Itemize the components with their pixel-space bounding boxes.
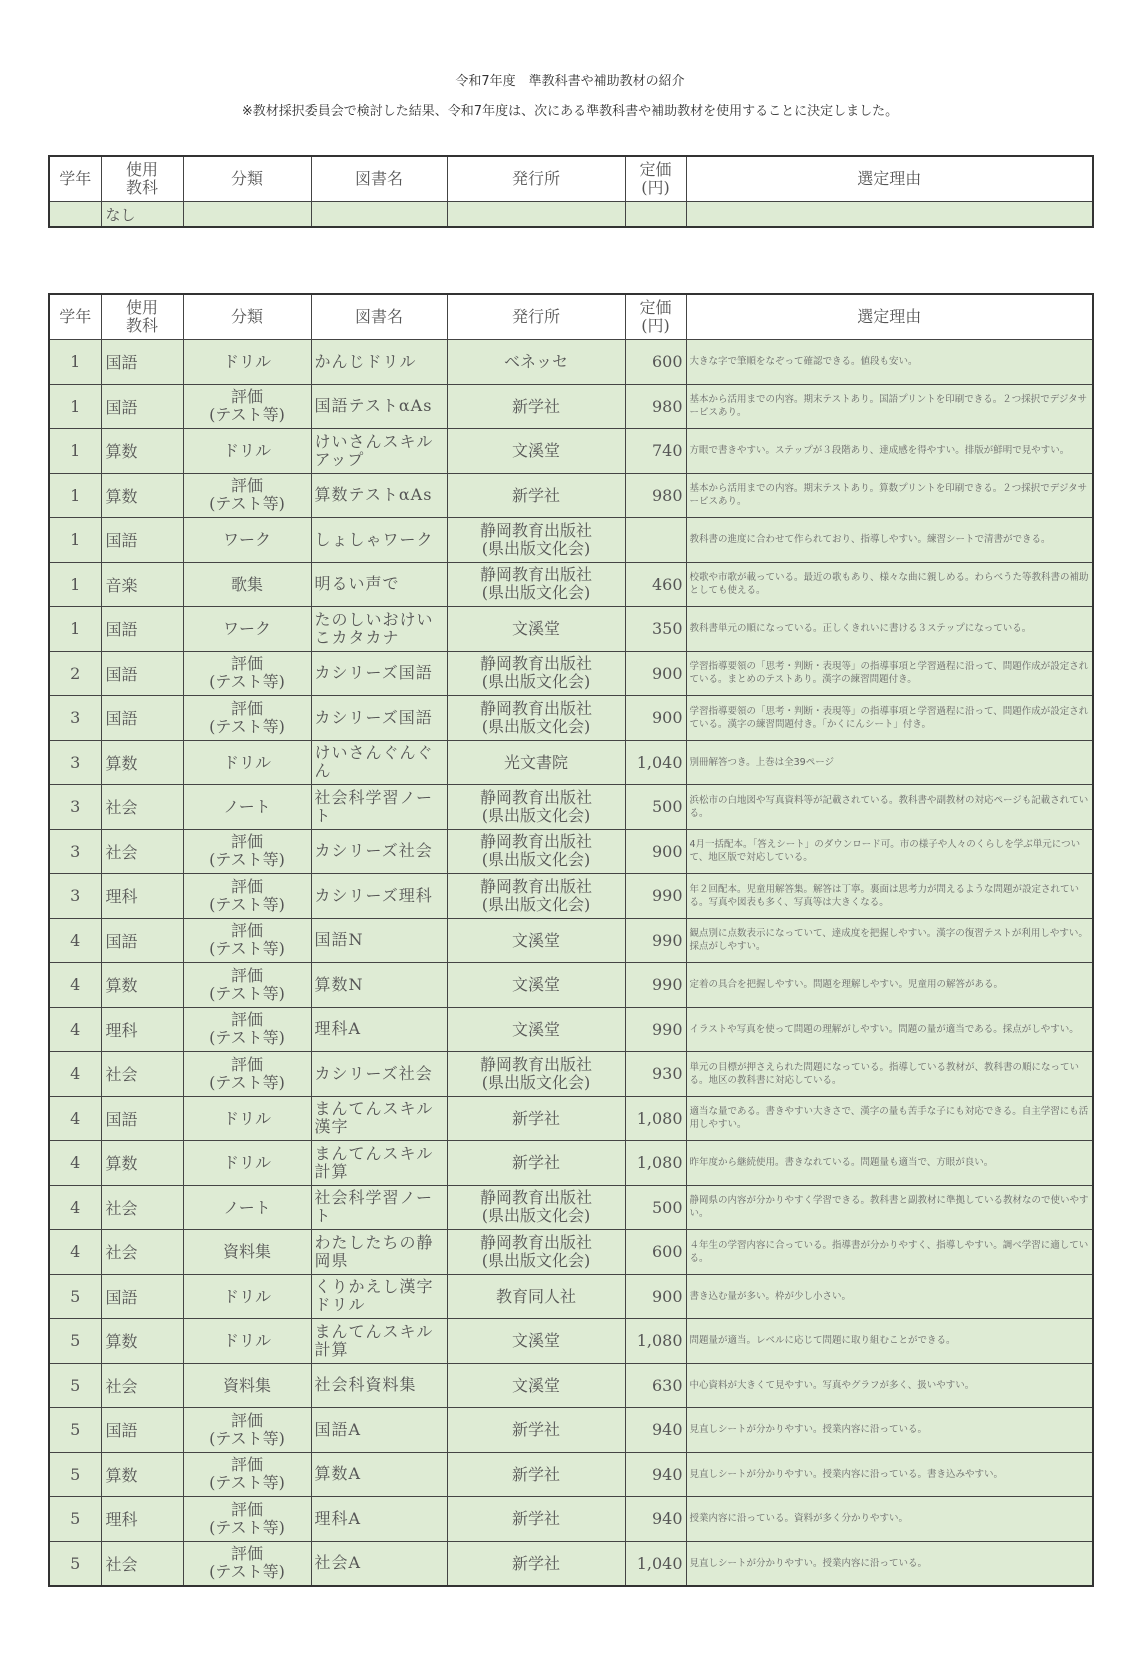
cell-category	[183, 202, 311, 228]
cell-publisher: 新学社	[447, 1096, 625, 1141]
table-row	[49, 1141, 1093, 1186]
cell-reason: 昨年度から継続使用。書きなれている。問題量も適当で、方眼が良い。	[686, 1141, 1093, 1186]
cell-subject: 国語	[101, 1274, 183, 1319]
table-row	[49, 874, 1093, 919]
cell-subject: 国語	[101, 696, 183, 741]
table-row	[49, 785, 1093, 830]
cell-category: ワーク	[183, 607, 311, 652]
cell-book-title: 算数N	[311, 963, 447, 1008]
header-category: 分類	[183, 156, 311, 202]
header-reason: 選定理由	[686, 156, 1093, 202]
cell-book-title: 社会科学習ノー ト	[311, 785, 447, 830]
header-subject: 使用 教科	[101, 294, 183, 340]
cell-subject: 社会	[101, 1541, 183, 1586]
table-body	[49, 202, 1093, 228]
cell-grade: 5	[49, 1497, 101, 1542]
cell-grade: 4	[49, 1007, 101, 1052]
cell-category: 歌集	[183, 562, 311, 607]
cell-reason: 問題量が適当。レベルに応じて問題に取り組むことができる。	[686, 1319, 1093, 1364]
cell-category: ドリル	[183, 1274, 311, 1319]
cell-price: 990	[625, 963, 686, 1008]
cell-publisher: 文溪堂	[447, 1363, 625, 1408]
cell-grade: 1	[49, 340, 101, 385]
cell-category: 評価 (テスト等)	[183, 963, 311, 1008]
table-header-row	[49, 156, 1093, 202]
cell-grade: 5	[49, 1319, 101, 1364]
cell-publisher: 静岡教育出版社 (県出版文化会)	[447, 696, 625, 741]
cell-subject: 理科	[101, 1497, 183, 1542]
cell-reason: 中心資料が大きくて見やすい。写真やグラフが多く、扱いやすい。	[686, 1363, 1093, 1408]
table-header-row	[49, 294, 1093, 340]
cell-subject: なし	[101, 202, 183, 228]
cell-book-title: 算数A	[311, 1452, 447, 1497]
cell-category: 評価 (テスト等)	[183, 1007, 311, 1052]
cell-price: 600	[625, 1230, 686, 1275]
cell-category: 評価 (テスト等)	[183, 874, 311, 919]
cell-subject: 国語	[101, 1096, 183, 1141]
cell-reason: 年２回配本。児童用解答集。解答は丁寧。裏面は思考力が問えるような問題が設定されている。写真や図表も多く、写真等は大きくなる。	[686, 874, 1093, 919]
table-row	[49, 1541, 1093, 1586]
cell-grade: 1	[49, 473, 101, 518]
cell-publisher: 文溪堂	[447, 607, 625, 652]
cell-price: 900	[625, 829, 686, 874]
cell-grade: 1	[49, 562, 101, 607]
cell-book-title: カシリーズ国語	[311, 696, 447, 741]
cell-grade: 3	[49, 829, 101, 874]
cell-publisher: 教育同人社	[447, 1274, 625, 1319]
cell-category: 評価 (テスト等)	[183, 696, 311, 741]
cell-category: 資料集	[183, 1230, 311, 1275]
cell-book-title: カシリーズ社会	[311, 1052, 447, 1097]
table-row	[49, 963, 1093, 1008]
cell-book-title: 算数テストαAs	[311, 473, 447, 518]
cell-subject: 国語	[101, 651, 183, 696]
cell-category: 評価 (テスト等)	[183, 1452, 311, 1497]
cell-book-title: けいさんスキル アップ	[311, 429, 447, 474]
cell-price: 990	[625, 1007, 686, 1052]
cell-reason: 見直しシートが分かりやすい。授業内容に沿っている。書き込みやすい。	[686, 1452, 1093, 1497]
table-row	[49, 473, 1093, 518]
cell-publisher: ベネッセ	[447, 340, 625, 385]
cell-book-title: 理科A	[311, 1497, 447, 1542]
cell-category: ドリル	[183, 340, 311, 385]
cell-price: 1,040	[625, 1541, 686, 1586]
cell-price: 940	[625, 1497, 686, 1542]
cell-category: ドリル	[183, 740, 311, 785]
table-row	[49, 384, 1093, 429]
cell-price	[625, 202, 686, 228]
cell-book-title: 国語A	[311, 1408, 447, 1453]
cell-price: 990	[625, 874, 686, 919]
cell-category: 評価 (テスト等)	[183, 1497, 311, 1542]
cell-subject: 社会	[101, 785, 183, 830]
cell-subject: 算数	[101, 1319, 183, 1364]
cell-price: 940	[625, 1408, 686, 1453]
cell-publisher: 新学社	[447, 384, 625, 429]
cell-reason: 学習指導要領の「思考・判断・表現等」の指導事項と学習過程に沿って、問題作成が設定されている。まとめのテストあり。漢字の練習問題付き。	[686, 651, 1093, 696]
cell-grade	[49, 202, 101, 228]
cell-reason: 基本から活用までの内容。期末テストあり。算数プリントを印刷できる。２つ採択でデジタサービスあり。	[686, 473, 1093, 518]
cell-reason: 書き込む量が多い。枠が少し小さい。	[686, 1274, 1093, 1319]
cell-reason: 単元の目標が押さえられた問題になっている。指導している教材が、教科書の順になっている。地区の教科書に対応している。	[686, 1052, 1093, 1097]
cell-subject: 算数	[101, 1452, 183, 1497]
cell-category: 評価 (テスト等)	[183, 918, 311, 963]
cell-publisher: 静岡教育出版社 (県出版文化会)	[447, 785, 625, 830]
cell-grade: 1	[49, 518, 101, 563]
cell-price: 900	[625, 1274, 686, 1319]
cell-category: ノート	[183, 785, 311, 830]
cell-book-title: カシリーズ理科	[311, 874, 447, 919]
table-row	[49, 1319, 1093, 1364]
cell-publisher: 静岡教育出版社 (県出版文化会)	[447, 1230, 625, 1275]
cell-book-title: まんてんスキル 計算	[311, 1141, 447, 1186]
cell-book-title: わたしたちの静 岡県	[311, 1230, 447, 1275]
cell-publisher: 新学社	[447, 473, 625, 518]
cell-subject: 国語	[101, 1408, 183, 1453]
cell-publisher: 光文書院	[447, 740, 625, 785]
cell-reason: ４年生の学習内容に合っている。指導書が分かりやすく、指導しやすい。調べ学習に適している。	[686, 1230, 1093, 1275]
cell-grade: 1	[49, 384, 101, 429]
cell-reason: 教科書の進度に合わせて作られており、指導しやすい。練習シートで清書ができる。	[686, 518, 1093, 563]
header-category: 分類	[183, 294, 311, 340]
cell-publisher: 静岡教育出版社 (県出版文化会)	[447, 829, 625, 874]
cell-grade: 4	[49, 1141, 101, 1186]
cell-book-title: けいさんぐんぐ ん	[311, 740, 447, 785]
cell-category: ドリル	[183, 1141, 311, 1186]
cell-category: ドリル	[183, 429, 311, 474]
cell-grade: 1	[49, 607, 101, 652]
cell-subject: 算数	[101, 740, 183, 785]
cell-price: 900	[625, 651, 686, 696]
cell-book-title: 国語N	[311, 918, 447, 963]
cell-reason: 基本から活用までの内容。期末テストあり。国語プリントを印刷できる。２つ採択でデジタサービスあり。	[686, 384, 1093, 429]
cell-subject: 国語	[101, 384, 183, 429]
cell-publisher: 新学社	[447, 1141, 625, 1186]
cell-grade: 4	[49, 963, 101, 1008]
table-row	[49, 1363, 1093, 1408]
table-row	[49, 202, 1093, 228]
cell-book-title: かんじドリル	[311, 340, 447, 385]
cell-book-title: カシリーズ社会	[311, 829, 447, 874]
cell-reason: 見直しシートが分かりやすい。授業内容に沿っている。	[686, 1541, 1093, 1586]
cell-publisher: 静岡教育出版社 (県出版文化会)	[447, 1185, 625, 1230]
cell-price: 900	[625, 696, 686, 741]
cell-category: ドリル	[183, 1319, 311, 1364]
table-none	[48, 155, 1094, 228]
cell-subject: 社会	[101, 1230, 183, 1275]
cell-price: 940	[625, 1452, 686, 1497]
cell-grade: 3	[49, 740, 101, 785]
cell-book-title: しょしゃワーク	[311, 518, 447, 563]
cell-reason: 授業内容に沿っている。資料が多く分かりやすい。	[686, 1497, 1093, 1542]
cell-subject: 社会	[101, 1052, 183, 1097]
cell-grade: 4	[49, 1185, 101, 1230]
cell-book-title: 理科A	[311, 1007, 447, 1052]
cell-grade: 5	[49, 1452, 101, 1497]
cell-book-title	[311, 202, 447, 228]
table-row	[49, 1096, 1093, 1141]
cell-reason: 静岡県の内容が分かりやすく学習できる。教科書と副教材に準拠している教材なので使いやすい。	[686, 1185, 1093, 1230]
cell-book-title: 明るい声で	[311, 562, 447, 607]
cell-grade: 1	[49, 429, 101, 474]
header-book: 図書名	[311, 294, 447, 340]
cell-price: 500	[625, 1185, 686, 1230]
table-row	[49, 651, 1093, 696]
header-subject: 使用 教科	[101, 156, 183, 202]
cell-publisher: 静岡教育出版社 (県出版文化会)	[447, 518, 625, 563]
cell-subject: 音楽	[101, 562, 183, 607]
cell-category: 評価 (テスト等)	[183, 1541, 311, 1586]
cell-book-title: くりかえし漢字 ドリル	[311, 1274, 447, 1319]
cell-grade: 3	[49, 785, 101, 830]
cell-book-title: たのしいおけい こカタカナ	[311, 607, 447, 652]
cell-grade: 5	[49, 1408, 101, 1453]
table-body	[49, 340, 1093, 1587]
table-row	[49, 1007, 1093, 1052]
cell-price: 1,040	[625, 740, 686, 785]
cell-subject: 算数	[101, 1141, 183, 1186]
header-grade: 学年	[49, 156, 101, 202]
table-row	[49, 518, 1093, 563]
cell-subject: 国語	[101, 518, 183, 563]
cell-subject: 国語	[101, 340, 183, 385]
cell-publisher: 文溪堂	[447, 1319, 625, 1364]
cell-price: 350	[625, 607, 686, 652]
cell-price	[625, 518, 686, 563]
header-reason: 選定理由	[686, 294, 1093, 340]
cell-price: 990	[625, 918, 686, 963]
page-subtitle: ※教材採択委員会で検討した結果、令和7年度は、次にある準教科書や補助教材を使用することに決定しました。	[241, 104, 899, 119]
cell-grade: 4	[49, 1096, 101, 1141]
header-publisher: 発行所	[447, 156, 625, 202]
cell-grade: 2	[49, 651, 101, 696]
table-row	[49, 1052, 1093, 1097]
cell-reason: イラストや写真を使って問題の理解がしやすい。問題の量が適当である。採点がしやすい。	[686, 1007, 1093, 1052]
table-materials	[48, 293, 1094, 1587]
cell-publisher: 新学社	[447, 1452, 625, 1497]
cell-publisher: 文溪堂	[447, 1007, 625, 1052]
header-price: 定価 (円)	[625, 294, 686, 340]
cell-publisher: 新学社	[447, 1408, 625, 1453]
table-row	[49, 1408, 1093, 1453]
cell-category: ドリル	[183, 1096, 311, 1141]
table-row	[49, 918, 1093, 963]
cell-subject: 算数	[101, 473, 183, 518]
table-row	[49, 562, 1093, 607]
cell-book-title: 社会科学習ノー ト	[311, 1185, 447, 1230]
cell-grade: 5	[49, 1274, 101, 1319]
cell-publisher: 文溪堂	[447, 918, 625, 963]
table-row	[49, 1497, 1093, 1542]
table-row	[49, 829, 1093, 874]
header-grade: 学年	[49, 294, 101, 340]
cell-publisher	[447, 202, 625, 228]
table-row	[49, 1452, 1093, 1497]
cell-reason: 浜松市の白地図や写真資料等が記載されている。教科書や副教材の対応ページも記載されている。	[686, 785, 1093, 830]
cell-category: 評価 (テスト等)	[183, 1408, 311, 1453]
table-row	[49, 607, 1093, 652]
header-publisher: 発行所	[447, 294, 625, 340]
cell-category: 評価 (テスト等)	[183, 1052, 311, 1097]
table-row	[49, 1185, 1093, 1230]
cell-reason	[686, 202, 1093, 228]
cell-reason: 見直しシートが分かりやすい。授業内容に沿っている。	[686, 1408, 1093, 1453]
header-price: 定価 (円)	[625, 156, 686, 202]
cell-category: 評価 (テスト等)	[183, 829, 311, 874]
cell-book-title: まんてんスキル 漢字	[311, 1096, 447, 1141]
cell-reason: 別冊解答つき。上巻は全39ページ	[686, 740, 1093, 785]
cell-reason: 適当な量である。書きやすい大きさで、漢字の量も苦手な子にも対応できる。自主学習にも活用しやすい。	[686, 1096, 1093, 1141]
cell-publisher: 文溪堂	[447, 429, 625, 474]
cell-subject: 社会	[101, 1363, 183, 1408]
cell-price: 980	[625, 384, 686, 429]
cell-subject: 算数	[101, 963, 183, 1008]
cell-reason: 学習指導要領の「思考・判断・表現等」の指導事項と学習過程に沿って、問題作成が設定されている。漢字の練習問題付き。「かくにんシート」付き。	[686, 696, 1093, 741]
cell-book-title: まんてんスキル 計算	[311, 1319, 447, 1364]
cell-price: 740	[625, 429, 686, 474]
cell-book-title: 社会科資料集	[311, 1363, 447, 1408]
cell-subject: 理科	[101, 874, 183, 919]
cell-publisher: 新学社	[447, 1497, 625, 1542]
cell-subject: 算数	[101, 429, 183, 474]
cell-grade: 5	[49, 1363, 101, 1408]
table-row	[49, 696, 1093, 741]
cell-reason: 大きな字で筆順をなぞって確認できる。値段も安い。	[686, 340, 1093, 385]
cell-price: 1,080	[625, 1141, 686, 1186]
cell-reason: 方眼で書きやすい。ステップが３段階あり、達成感を得やすい。排版が鮮明で見やすい。	[686, 429, 1093, 474]
table-row	[49, 340, 1093, 385]
cell-category: ノート	[183, 1185, 311, 1230]
header-book: 図書名	[311, 156, 447, 202]
cell-price: 1,080	[625, 1096, 686, 1141]
cell-book-title: カシリーズ国語	[311, 651, 447, 696]
cell-category: 評価 (テスト等)	[183, 651, 311, 696]
cell-category: 評価 (テスト等)	[183, 473, 311, 518]
cell-subject: 国語	[101, 607, 183, 652]
table-row	[49, 740, 1093, 785]
cell-publisher: 静岡教育出版社 (県出版文化会)	[447, 651, 625, 696]
cell-reason: 教科書単元の順になっている。正しくきれいに書ける３ステップになっている。	[686, 607, 1093, 652]
cell-price: 630	[625, 1363, 686, 1408]
cell-reason: 定着の具合を把握しやすい。問題を理解しやすい。児童用の解答がある。	[686, 963, 1093, 1008]
cell-price: 980	[625, 473, 686, 518]
cell-publisher: 新学社	[447, 1541, 625, 1586]
cell-price: 930	[625, 1052, 686, 1097]
cell-category: 評価 (テスト等)	[183, 384, 311, 429]
cell-category: 資料集	[183, 1363, 311, 1408]
page-title: 令和7年度 準教科書や補助教材の紹介	[455, 74, 685, 89]
cell-publisher: 文溪堂	[447, 963, 625, 1008]
cell-grade: 3	[49, 874, 101, 919]
cell-grade: 3	[49, 696, 101, 741]
cell-reason: 校歌や市歌が載っている。最近の歌もあり、様々な曲に親しめる。わらべうた等教科書の補助としても使える。	[686, 562, 1093, 607]
cell-subject: 社会	[101, 829, 183, 874]
cell-subject: 社会	[101, 1185, 183, 1230]
cell-publisher: 静岡教育出版社 (県出版文化会)	[447, 874, 625, 919]
table-row	[49, 1230, 1093, 1275]
table-row	[49, 1274, 1093, 1319]
cell-grade: 5	[49, 1541, 101, 1586]
cell-grade: 4	[49, 1052, 101, 1097]
cell-publisher: 静岡教育出版社 (県出版文化会)	[447, 562, 625, 607]
cell-publisher: 静岡教育出版社 (県出版文化会)	[447, 1052, 625, 1097]
cell-book-title: 国語テストαAs	[311, 384, 447, 429]
cell-reason: 4月一括配本。「答えシート」のダウンロード可。市の様子や人々のくらしを学ぶ単元について、地区版で対応している。	[686, 829, 1093, 874]
cell-subject: 国語	[101, 918, 183, 963]
cell-price: 600	[625, 340, 686, 385]
cell-grade: 4	[49, 918, 101, 963]
table-row	[49, 429, 1093, 474]
cell-book-title: 社会A	[311, 1541, 447, 1586]
cell-price: 1,080	[625, 1319, 686, 1364]
cell-price: 460	[625, 562, 686, 607]
cell-subject: 理科	[101, 1007, 183, 1052]
cell-reason: 観点別に点数表示になっていて、達成度を把握しやすい。漢字の復習テストが利用しやすい。採点がしやすい。	[686, 918, 1093, 963]
cell-grade: 4	[49, 1230, 101, 1275]
cell-price: 500	[625, 785, 686, 830]
cell-category: ワーク	[183, 518, 311, 563]
